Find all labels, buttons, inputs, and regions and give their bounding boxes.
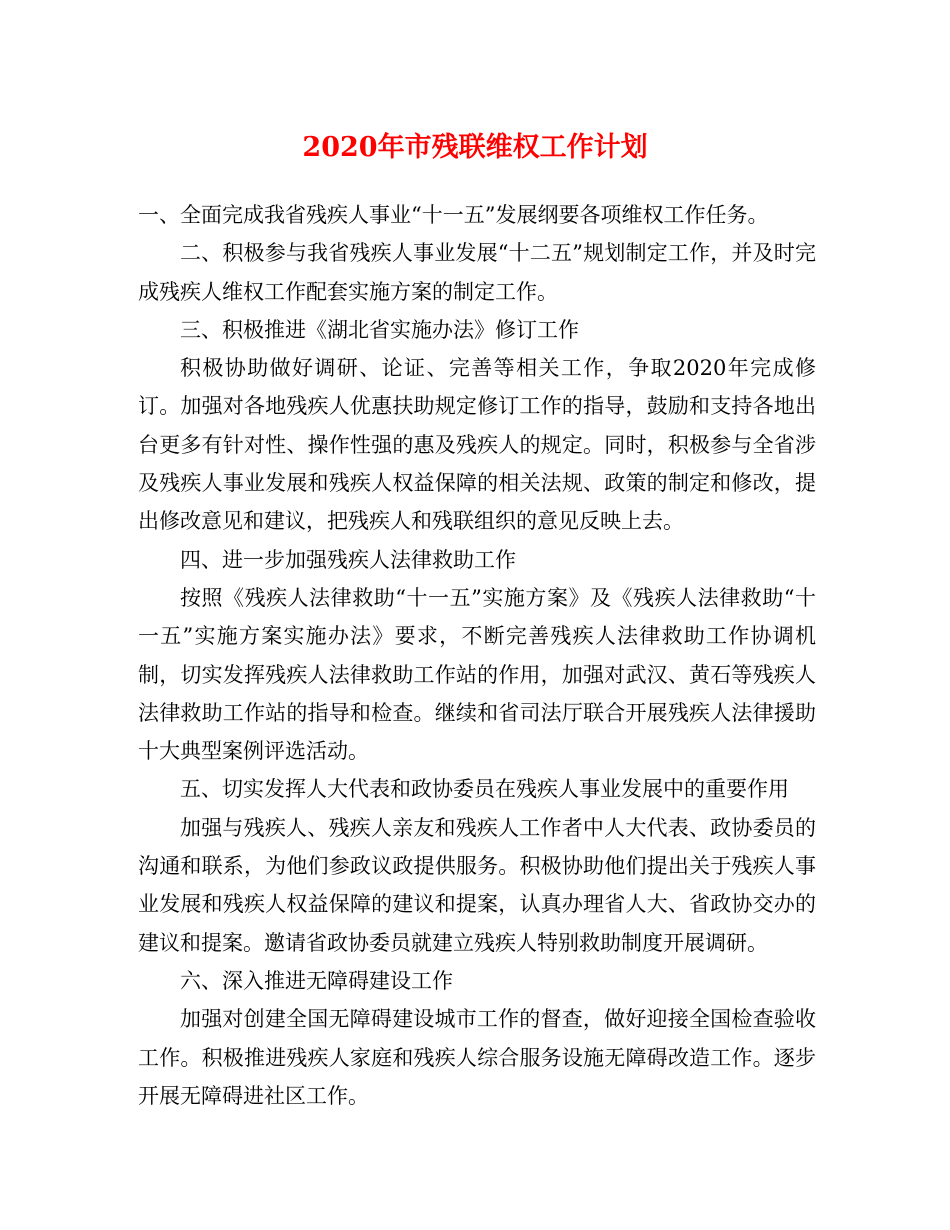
paragraph-5-body: 加强与残疾人、残疾人亲友和残疾人工作者中人大代表、政协委员的沟通和联系，为他们参政议政提供服务。积极协助他们提出关于残疾人事业发展和残疾人权益保障的建议和提案，认真办理省人大、省政协交办的建议和提案。邀请省政协委员就建立残疾人特别救助制度开展调研。 (138, 815, 816, 955)
document-body (138, 196, 816, 1115)
paragraph-3-body: 积极协助做好调研、论证、完善等相关工作，争取2020年完成修订。加强对各地残疾人优惠扶助规定修订工作的指导，鼓励和支持各地出台更多有针对性、操作性强的惠及残疾人的规定。同时，积极参与全省涉及残疾人事业发展和残疾人权益保障的相关法规、政策的制定和修改，提出修改意见和建议，把残疾人和残联组织的意见反映上去。 (138, 356, 816, 534)
section-heading-6: 六、深入推进无障碍建设工作 (180, 968, 453, 993)
document-title: 2020年市残联维权工作计划 (302, 132, 648, 163)
paragraph-1: 一、全面完成我省残疾人事业“十一五”发展纲要各项维权工作任务。 (138, 203, 769, 227)
paragraph-2: 二、积极参与我省残疾人事业发展“十二五”规划制定工作，并及时完成残疾人维权工作配套实施方案的制定工作。 (138, 241, 816, 304)
section-heading-3: 三、积极推进《湖北省实施办法》修订工作 (180, 317, 579, 342)
section-heading-5: 五、切实发挥人大代表和政协委员在残疾人事业发展中的重要作用 (180, 777, 789, 802)
paragraph-4-body: 按照《残疾人法律救助“十一五”实施方案》及《残疾人法律救助“十一五”实施方案实施办法》要求，不断完善残疾人法律救助工作协调机制，切实发挥残疾人法律救助工作站的作用，加强对武汉、黄石等残疾人法律救助工作站的指导和检查。继续和省司法厅联合开展残疾人法律援助十大典型案例评选活动。 (138, 585, 816, 764)
section-heading-4: 四、进一步加强残疾人法律救助工作 (180, 547, 516, 572)
paragraph-6-body: 加强对创建全国无障碍建设城市工作的督查，做好迎接全国检查验收工作。积极推进残疾人家庭和残疾人综合服务设施无障碍改造工作。逐步开展无障碍进社区工作。 (138, 1007, 816, 1108)
